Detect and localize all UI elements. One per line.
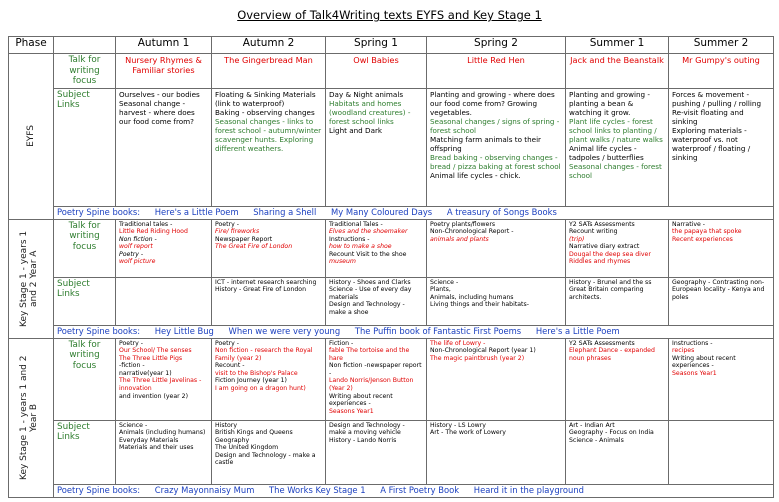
ks1a-spine-row	[9, 325, 774, 338]
ks1b-subject-spring-2	[427, 420, 566, 484]
cell-text-line: Geography	[215, 436, 250, 444]
cell-text-line: ICT - internet research searching	[215, 278, 317, 286]
cell-text-line: visit to the Bishop's Palace	[215, 369, 298, 377]
cell-text-line: Floating & Sinking Materials (link to waterproof)	[215, 89, 316, 108]
eyfs-title-autumn-1: Nursery Rhymes & Familiar stories	[116, 54, 212, 89]
header-row	[9, 37, 774, 54]
cell-text-line: Our School/ The senses	[119, 347, 192, 355]
header-summer-1: Summer 1	[566, 37, 669, 54]
ks1a-spine-label: Poetry Spine books:	[57, 325, 141, 336]
cell-text-line: Seasonal changes - forest school	[569, 161, 662, 180]
cell-text-line: I am going on a dragon hunt)	[215, 385, 306, 393]
ks1b-subject-label: Subject Links	[54, 420, 116, 484]
ks1a-subject-autumn-1	[116, 277, 212, 325]
eyfs-title-spring-2: Little Red Hen	[427, 54, 566, 89]
cell-text-line: Planting and growing - where does our food come from? Growing vegetables.	[430, 89, 555, 117]
ks1b-phase-cell	[9, 338, 54, 497]
cell-text-line: The Three Little Javelinas - innovation	[119, 377, 202, 393]
ks1b-subject-spring-1	[326, 420, 427, 484]
cell-text-line: Everyday Materials	[119, 436, 179, 444]
cell-text-line: Bread baking - observing changes - bread / pizza baking at forest school	[430, 152, 561, 171]
cell-text-line: Art - Indian Art	[569, 421, 615, 429]
ks1a-subject-label: Subject Links	[54, 277, 116, 325]
eyfs-subject-summer-1	[566, 88, 669, 206]
ks1b-talk-label: Talk for writing focus	[54, 338, 116, 420]
cell-text-line: Forces & movement - pushing / pulling / rolling	[672, 89, 762, 108]
cell-text-line: Seasonal change - harvest - where does our food come from?	[119, 98, 195, 126]
cell-text-line: Ourselves - our bodies	[119, 89, 200, 99]
cell-text-line: Design and Technology - make a shoe	[329, 301, 405, 316]
cell-text-line: Instructions -	[672, 339, 713, 347]
cell-text-line: and invention (year 2)	[119, 392, 188, 400]
ks1a-talk-spring-1	[326, 219, 427, 277]
cell-text-line: the papaya that spoke	[672, 228, 742, 236]
cell-text-line: Light and Dark	[329, 125, 383, 135]
ks1b-spine-book: The Works Key Stage 1	[269, 484, 366, 495]
eyfs-subject-autumn-2	[212, 88, 326, 206]
cell-text-line: Riddles and rhymes	[569, 258, 631, 266]
ks1b-subject-summer-1	[566, 420, 669, 484]
eyfs-spine-cell	[54, 206, 774, 219]
ks1a-talk-autumn-1	[116, 219, 212, 277]
ks1a-talk-autumn-2	[212, 219, 326, 277]
ks1b-spine-row	[9, 484, 774, 497]
cell-text-line: Recount writing	[569, 228, 618, 236]
ks1b-talk-row	[9, 338, 774, 420]
ks1b-phase-label: Key Stage 1 - years 1 and 2 Year B	[19, 355, 39, 480]
cell-text-line: The life of Lowry -	[430, 339, 486, 347]
cell-text-line: Poetry -	[215, 339, 239, 347]
cell-text-line: The magic paintbrush (year 2)	[430, 354, 525, 362]
cell-text-line: Narrative -	[672, 220, 706, 228]
header-summer-2: Summer 2	[669, 37, 774, 54]
cell-text-line: History - Brunel and the ss Great Britain comparing architects.	[569, 278, 652, 301]
cell-text-line: Day & Night animals	[329, 89, 404, 99]
eyfs-subject-spring-1	[326, 88, 427, 206]
cell-text-line: Non fiction - research the Royal Family (year 2)	[215, 347, 313, 362]
header-autumn-2: Autumn 2	[212, 37, 326, 54]
cell-text-line: narrative(year 1)	[119, 369, 172, 377]
cell-text-line: fable The tortoise and the hare	[329, 347, 410, 362]
cell-text-line: British Kings and Queens	[215, 429, 293, 437]
eyfs-subject-label: Subject Links	[54, 88, 116, 206]
cell-text-line: Design and Technology - make a moving vehicle	[329, 421, 405, 437]
eyfs-title-summer-1: Jack and the Beanstalk	[566, 54, 669, 89]
cell-text-line: Seasons Year1	[329, 407, 374, 415]
eyfs-title-autumn-2: The Gingerbread Man	[212, 54, 326, 89]
cell-text-line: Writing about recent experiences -	[672, 354, 736, 370]
eyfs-subject-spring-2	[427, 88, 566, 206]
eyfs-spine-book: My Many Coloured Days	[331, 206, 433, 217]
cell-text-line: Poetry plants/flowers	[430, 220, 496, 228]
cell-text-line: Traditional Tales -	[329, 220, 383, 228]
ks1a-spine-cell	[54, 325, 774, 338]
cell-text-line: Non fiction -newspaper report -	[329, 362, 422, 377]
ks1a-phase-cell	[9, 219, 54, 338]
cell-text-line: Materials and their uses	[119, 444, 194, 452]
cell-text-line: (trip)	[569, 235, 585, 243]
cell-text-line: wolf picture	[119, 258, 156, 266]
cell-text-line: Y2 SATs Assessments	[569, 339, 635, 347]
ks1b-spine-book: Heard it in the playground	[473, 484, 584, 495]
ks1b-spine-cell	[54, 484, 774, 497]
eyfs-phase-label: EYFS	[26, 125, 36, 148]
cell-text-line: Recount -	[215, 362, 245, 370]
ks1b-subject-summer-2	[669, 420, 774, 484]
cell-text-line: History - Great Fire of London	[215, 286, 306, 294]
overview-table	[8, 36, 774, 498]
cell-text-line: Elephant Dance - expanded noun phrases	[569, 347, 655, 362]
cell-text-line: History - Shoes and Clarks	[329, 278, 411, 286]
ks1a-subject-row	[9, 277, 774, 325]
cell-text-line: Fiction -	[329, 339, 354, 347]
ks1a-talk-spring-2	[427, 219, 566, 277]
cell-text-line: Science -	[430, 278, 459, 286]
cell-text-line: Non fiction -	[119, 235, 157, 243]
cell-text-line: Instructions -	[329, 235, 370, 243]
header-phase: Phase	[9, 37, 54, 54]
cell-text-line: Matching farm animals to their offspring	[430, 134, 542, 153]
eyfs-phase-cell	[9, 54, 54, 220]
cell-text-line: Animal life cycles - tadpoles / butterflies	[569, 143, 644, 162]
cell-text-line: Little Red Riding Hood	[119, 228, 188, 236]
cell-text-line: Elves and the shoemaker	[329, 228, 408, 236]
cell-text-line: Science - Use of every day materials	[329, 286, 412, 301]
cell-text-line: Y2 SATs Assessments	[569, 220, 635, 228]
cell-text-line: Geography - Focus on India	[569, 429, 654, 437]
cell-text-line: Plant life cycles - forest school links to planting / plant walks / nature walks	[569, 116, 663, 144]
ks1b-talk-summer-1	[566, 338, 669, 420]
eyfs-talk-row	[9, 54, 774, 89]
cell-text-line: Science -	[119, 421, 148, 429]
cell-text-line: Non-Chronological Report -	[430, 228, 514, 236]
cell-text-line: Non-Chronological Report (year 1)	[430, 347, 536, 355]
page-title: Overview of Talk4Writing texts EYFS and Key Stage 1	[237, 8, 542, 22]
ks1a-spine-book: Here's a Little Poem	[535, 325, 620, 336]
cell-text-line: Habitats and homes (woodland creatures) - forest school links	[329, 98, 411, 126]
eyfs-spine-book: A treasury of Songs Books	[446, 206, 557, 217]
eyfs-subject-autumn-1	[116, 88, 212, 206]
cell-text-line: Writing about recent experiences -	[329, 392, 393, 408]
cell-text-line: History - LS Lowry	[430, 421, 486, 429]
cell-text-line: Seasons Year1	[672, 369, 717, 377]
ks1b-spine-label: Poetry Spine books:	[57, 484, 141, 495]
ks1a-phase-label: Key Stage 1 - years 1 and 2 Year A	[19, 230, 39, 327]
cell-text-line: Plants,	[430, 286, 451, 294]
cell-text-line: Animals, including humans	[430, 293, 514, 301]
cell-text-line: Animals (including humans)	[119, 429, 206, 437]
ks1a-subject-spring-2	[427, 277, 566, 325]
eyfs-title-summer-2: Mr Gumpy's outing	[669, 54, 774, 89]
cell-text-line: The United Kingdom	[215, 444, 279, 452]
cell-text-line: animals and plants	[430, 235, 489, 243]
header-autumn-1: Autumn 1	[116, 37, 212, 54]
ks1a-talk-row	[9, 219, 774, 277]
header-spring-1: Spring 1	[326, 37, 427, 54]
cell-text-line: Recount Visit to the shoe	[329, 250, 407, 258]
cell-text-line: Art - The work of Lowery	[430, 429, 506, 437]
cell-text-line: Fiction Journey (year 1)	[215, 377, 287, 385]
cell-text-line: Design and Technology - make a castle	[215, 451, 316, 467]
cell-text-line: -fiction -	[119, 362, 145, 370]
cell-text-line: Lando Norris/Jenson Button (Year 2)	[329, 377, 414, 393]
ks1a-subject-summer-1	[566, 277, 669, 325]
eyfs-subject-row	[9, 88, 774, 206]
cell-text-line: Exploring materials - waterproof vs. not waterproof / floating / sinking	[672, 125, 751, 162]
ks1a-talk-summer-1	[566, 219, 669, 277]
cell-text-line: Re-visit floating and sinking	[672, 107, 744, 126]
cell-text-line: Seasonal changes / signs of spring - forest school	[430, 116, 560, 135]
ks1b-subject-autumn-1	[116, 420, 212, 484]
eyfs-spine-row	[9, 206, 774, 219]
ks1b-talk-spring-2	[427, 338, 566, 420]
cell-text-line: History - Lando Norris	[329, 436, 397, 444]
ks1a-talk-label: Talk for writing focus	[54, 219, 116, 277]
header-spring-2: Spring 2	[427, 37, 566, 54]
cell-text-line: recipes	[672, 347, 695, 355]
ks1a-spine-book: When we were very young	[228, 325, 341, 336]
ks1a-talk-summer-2	[669, 219, 774, 277]
ks1b-subject-row	[9, 420, 774, 484]
cell-text-line: The Great Fire of London	[215, 243, 293, 251]
cell-text-line: Living things and their habitats-	[430, 301, 529, 309]
cell-text-line: Fire/ fireworks	[215, 228, 260, 236]
cell-text-line: Poetry -	[119, 339, 143, 347]
cell-text-line: Animal life cycles - chick.	[430, 170, 521, 180]
ks1a-subject-autumn-2	[212, 277, 326, 325]
cell-text-line: Poetry -	[215, 220, 239, 228]
ks1b-spine-book: A First Poetry Book	[380, 484, 460, 495]
cell-text-line: Planting and growing - planting a bean & watching it grow.	[569, 89, 650, 117]
cell-text-line: Geography - Contrasting non-European locality - Kenya and poles	[672, 278, 765, 301]
cell-text-line: wolf report	[119, 243, 153, 251]
cell-text-line: The Three Little Pigs	[119, 354, 183, 362]
cell-text-line: Dougal the deep sea diver	[569, 250, 651, 258]
ks1b-subject-autumn-2	[212, 420, 326, 484]
eyfs-talk-label: Talk for writing focus	[54, 54, 116, 89]
cell-text-line: Narrative diary extract	[569, 243, 640, 251]
cell-text-line: Science - Animals	[569, 436, 624, 444]
ks1a-spine-book: Hey Little Bug	[154, 325, 214, 336]
cell-text-line: Poetry -	[119, 250, 144, 258]
ks1b-talk-spring-1	[326, 338, 427, 420]
cell-text-line: History	[215, 421, 238, 429]
ks1a-spine-book: The Puffin book of Fantastic First Poems	[354, 325, 522, 336]
eyfs-spine-label: Poetry Spine books:	[57, 206, 141, 217]
cell-text-line: Recent experiences	[672, 235, 733, 243]
cell-text-line: museum	[329, 258, 356, 266]
cell-text-line: Baking - observing changes	[215, 107, 315, 117]
cell-text-line: Traditional tales -	[119, 220, 173, 228]
ks1b-talk-autumn-2	[212, 338, 326, 420]
eyfs-spine-book: Sharing a Shell	[253, 206, 317, 217]
cell-text-line: Seasonal changes - links to forest school - autumn/winter scavenger hunts. Exploring different weathers.	[215, 116, 322, 153]
ks1b-spine-book: Crazy Mayonnaisy Mum	[154, 484, 255, 495]
eyfs-title-spring-1: Owl Babies	[326, 54, 427, 89]
ks1a-subject-spring-1	[326, 277, 427, 325]
eyfs-spine-book: Here's a Little Poem	[154, 206, 239, 217]
ks1b-talk-autumn-1	[116, 338, 212, 420]
eyfs-subject-summer-2	[669, 88, 774, 206]
cell-text-line: how to make a shoe	[329, 243, 392, 251]
ks1a-subject-summer-2	[669, 277, 774, 325]
ks1b-talk-summer-2	[669, 338, 774, 420]
cell-text-line: Newspaper Report	[215, 235, 273, 243]
